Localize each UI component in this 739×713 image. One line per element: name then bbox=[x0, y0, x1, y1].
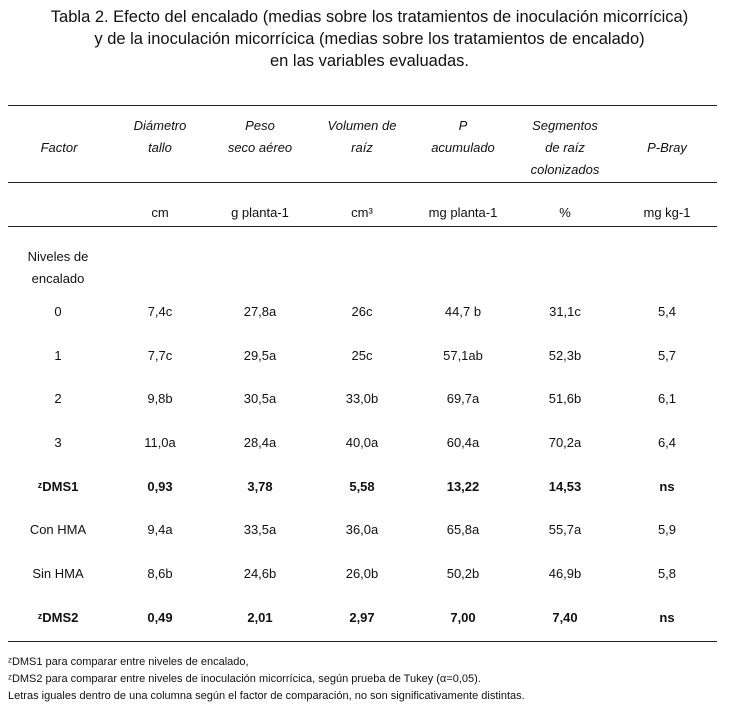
cell-factor: 1 bbox=[54, 348, 62, 363]
unit-segmentos: % bbox=[559, 205, 571, 220]
cell-p-bray: 5,7 bbox=[657, 348, 677, 363]
cell-p-bray: ns bbox=[659, 610, 675, 625]
note-line: ᶻDMS2 para comparar entre niveles de inoculación micorrícica, según prueba de Tukey (α=0,05). bbox=[8, 673, 481, 685]
title-line: en las variables evaluadas. bbox=[269, 52, 470, 70]
cell-factor: ᶻDMS2 bbox=[37, 610, 79, 625]
header-p-bray: P-Bray bbox=[647, 140, 687, 155]
cell-volumen: 25c bbox=[351, 348, 373, 363]
note-line: Letras iguales dentro de una columna según el factor de comparación, no son significativamente distintas. bbox=[8, 690, 525, 702]
cell-p-bray: 5,9 bbox=[657, 522, 677, 537]
cell-segmentos: 31,1c bbox=[549, 304, 581, 319]
unit-p-acumulado: mg planta-1 bbox=[428, 205, 498, 220]
cell-p-acumulado: 44,7 b bbox=[444, 304, 482, 319]
unit-volumen: cm³ bbox=[351, 205, 373, 220]
cell-p-acumulado: 69,7a bbox=[446, 391, 480, 406]
cell-diametro: 11,0a bbox=[144, 435, 176, 450]
cell-segmentos: 70,2a bbox=[548, 435, 582, 450]
title-line: Tabla 2. Efecto del encalado (medias sobre los tratamientos de inoculación micorrícica) bbox=[50, 8, 689, 26]
cell-p-bray: 5,8 bbox=[657, 566, 677, 581]
cell-volumen: 2,97 bbox=[349, 610, 375, 625]
cell-p-acumulado: 57,1ab bbox=[443, 348, 483, 363]
cell-diametro: 9,8b bbox=[147, 391, 173, 406]
group-label-encalado: Niveles de encalado bbox=[27, 249, 89, 286]
note-line: ᶻDMS1 para comparar entre niveles de encalado, bbox=[8, 656, 249, 668]
cell-p-bray: 6,1 bbox=[657, 391, 677, 406]
cell-volumen: 26c bbox=[351, 304, 373, 319]
cell-factor: Con HMA bbox=[29, 522, 87, 537]
header-peso-seco: Peso seco aéreo bbox=[227, 118, 293, 155]
units-rule bbox=[8, 226, 717, 227]
cell-volumen: 26,0b bbox=[345, 566, 379, 581]
cell-segmentos: 46,9b bbox=[548, 566, 582, 581]
cell-p-bray: 5,4 bbox=[657, 304, 677, 319]
cell-diametro: 8,6b bbox=[147, 566, 173, 581]
cell-diametro: 9,4a bbox=[147, 522, 173, 537]
cell-factor: 3 bbox=[54, 435, 62, 450]
cell-factor: 0 bbox=[54, 304, 62, 319]
top-rule bbox=[8, 105, 717, 106]
cell-peso: 33,5a bbox=[243, 522, 277, 537]
cell-factor: 2 bbox=[54, 391, 62, 406]
cell-volumen: 36,0a bbox=[345, 522, 379, 537]
cell-volumen: 33,0b bbox=[345, 391, 379, 406]
cell-p-acumulado: 13,22 bbox=[446, 479, 480, 494]
bottom-rule bbox=[8, 641, 717, 642]
cell-peso: 2,01 bbox=[247, 610, 273, 625]
cell-volumen: 40,0a bbox=[345, 435, 379, 450]
cell-peso: 29,5a bbox=[243, 348, 277, 363]
cell-p-acumulado: 60,4a bbox=[446, 435, 480, 450]
table-title bbox=[0, 6, 739, 72]
cell-peso: 30,5a bbox=[243, 391, 277, 406]
cell-p-acumulado: 50,2b bbox=[446, 566, 480, 581]
cell-diametro: 7,7c bbox=[147, 348, 173, 363]
cell-segmentos: 51,6b bbox=[548, 391, 582, 406]
cell-p-acumulado: 7,00 bbox=[450, 610, 476, 625]
cell-segmentos: 55,7a bbox=[548, 522, 582, 537]
header-volumen-raiz: Volumen de raíz bbox=[327, 118, 397, 155]
unit-p-bray: mg kg-1 bbox=[643, 205, 691, 220]
cell-diametro: 0,49 bbox=[147, 610, 173, 625]
cell-peso: 27,8a bbox=[243, 304, 277, 319]
title-line: y de la inoculación micorrícica (medias sobre los tratamientos de encalado) bbox=[94, 30, 645, 48]
cell-segmentos: 7,40 bbox=[552, 610, 578, 625]
unit-diametro: cm bbox=[151, 205, 169, 220]
cell-p-bray: ns bbox=[659, 479, 675, 494]
header-factor: Factor bbox=[40, 140, 78, 155]
header-segmentos-raiz: Segmentos de raíz colonizados bbox=[530, 118, 600, 177]
cell-diametro: 0,93 bbox=[147, 479, 173, 494]
cell-factor: ᶻDMS1 bbox=[37, 479, 79, 494]
header-p-acumulado: P acumulado bbox=[431, 118, 495, 155]
header-diametro-tallo: Diámetro tallo bbox=[133, 118, 187, 155]
unit-peso: g planta-1 bbox=[231, 205, 289, 220]
cell-diametro: 7,4c bbox=[147, 304, 173, 319]
header-rule bbox=[8, 182, 717, 183]
cell-peso: 28,4a bbox=[243, 435, 277, 450]
cell-p-bray: 6,4 bbox=[657, 435, 677, 450]
cell-segmentos: 52,3b bbox=[548, 348, 582, 363]
cell-p-acumulado: 65,8a bbox=[446, 522, 480, 537]
cell-segmentos: 14,53 bbox=[548, 479, 582, 494]
table-notes bbox=[8, 654, 525, 705]
cell-peso: 3,78 bbox=[247, 479, 273, 494]
cell-volumen: 5,58 bbox=[349, 479, 375, 494]
cell-factor: Sin HMA bbox=[32, 566, 84, 581]
cell-peso: 24,6b bbox=[243, 566, 277, 581]
